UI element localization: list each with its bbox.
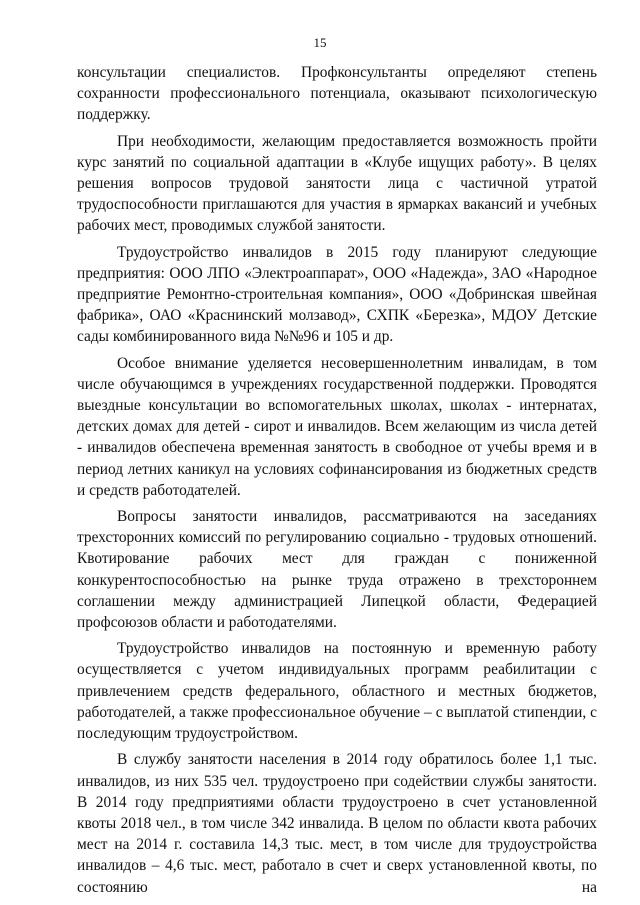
paragraph-employment-rehab: Трудоустройство инвалидов на постоянную и временную работу осуществляется с учетом индивидуальных программ реабилитации с привлечением средств федерального, областного и местных бюджетов, работодателей, а также профессиональное обучение – с выплатой стипендии, с последующим трудоустройством. <box>77 640 597 743</box>
paragraph-minors: Особое внимание уделяется несовершеннолетним инвалидам, в том числе обучающимся в учреждениях государственной поддержки. Проводятся выездные консультации во вспомогательных школах, школах - интернатах, детских домах для детей - сирот и инвалидов. Всем желающим из числа детей - инвалидов обеспечена временная занятость в свободное от учебы время и в период летних каникул на условиях софинансирования из бюджетных средств и средств работодателей. <box>77 354 597 499</box>
paragraph-statistics-2014: В службу занятости населения в 2014 году обратилось более 1,1 тыс. инвалидов, из них 535 чел. трудоустроено при содействии службы занятости. В 2014 году предприятиями области трудоустроено в счет установленной квоты 2018 чел., в том числе 342 инвалида. В целом по области квота рабочих мест на 2014 г. составила 14,3 тыс. мест, в том числе для трудоустройства инвалидов – 4,6 тыс. мест, работало в счет и сверх установленной квоты, по состоянию на <box>77 751 597 896</box>
document-body <box>77 62 597 898</box>
paragraph-club-adaptation: При необходимости, желающим предоставляется возможность пройти курс занятий по социальной адаптации в «Клубе ищущих работу». В целях решения вопросов трудовой занятости лица с частичной утратой трудоспособности приглашаются для участия в ярмарках вакансий и учебных рабочих мест, проводимых службой занятости. <box>77 132 597 235</box>
paragraph-employers-2015: Трудоустройство инвалидов в 2015 году планируют следующие предприятия: ООО ЛПО «Электроаппарат», ООО «Надежда», ЗАО «Народное предприятие Ремонтно-строительная компания», ООО «Добринская швейная фабрика», ОАО «Краснинский молзавод», СХПК «Березка», МДОУ Детские сады комбинированного вида №№96 и 105 и др. <box>77 243 597 346</box>
paragraph-continuation: консультации специалистов. Профконсультанты определяют степень сохранности профессионального потенциала, оказывают психологическую поддержку. <box>77 64 597 124</box>
paragraph-commissions: Вопросы занятости инвалидов, рассматриваются на заседаниях трехсторонних комиссий по регулированию социально - трудовых отношений. Квотирование рабочих мест для граждан с пониженной конкурентоспособностью на рынке труда отражено в трехстороннем соглашении между администрацией Липецкой области, Федерацией профсоюзов области и работодателями. <box>77 508 597 632</box>
page-number: 15 <box>313 35 327 50</box>
